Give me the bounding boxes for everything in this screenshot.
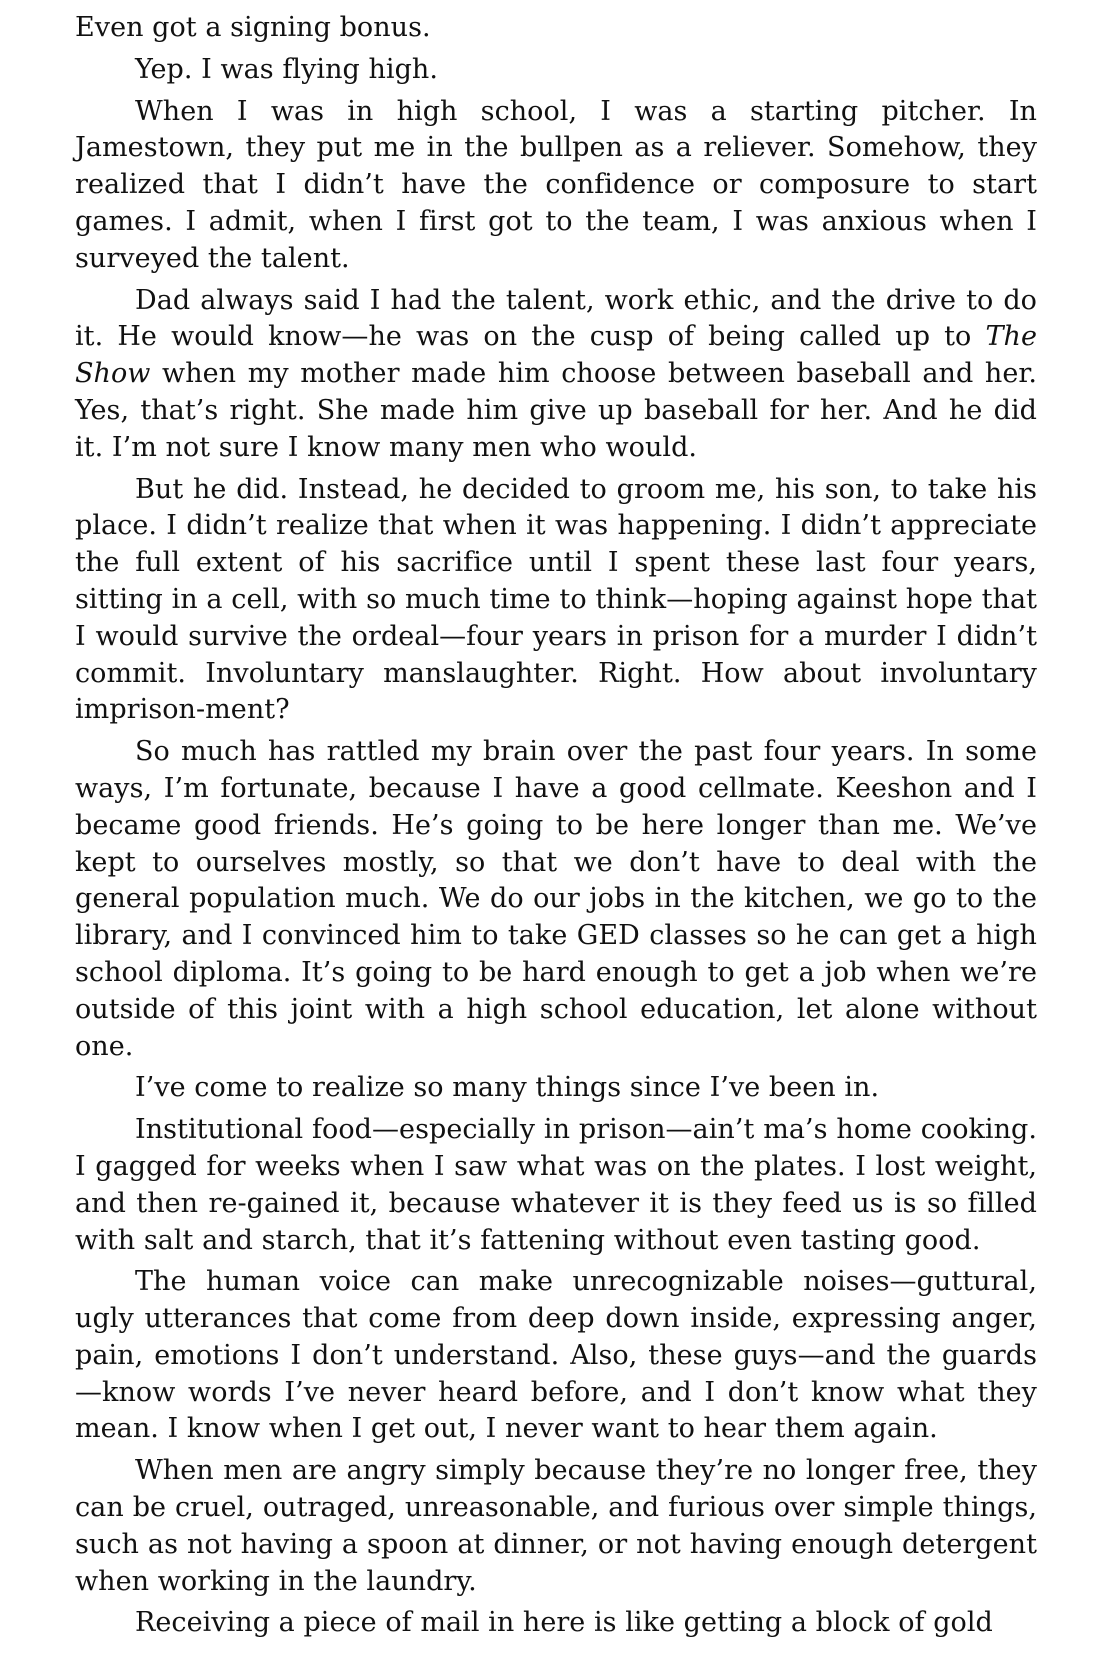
paragraph-realize: I’ve come to realize so many things since I’ve been in. — [135, 1072, 880, 1104]
book-page — [75, 10, 1037, 1647]
paragraph-human-voice: The human voice can make unrecognizable noises—guttural, ugly utterances that come from deep down inside, expressing anger, pain, emotions I don’t understand. Also, these guys—and the guards—know words I’ve never heard before, and I don’t know what they mean. I know when I get out, I never want to hear them again. — [75, 1266, 1037, 1445]
paragraph-flying-high: Yep. I was flying high. — [135, 53, 439, 85]
paragraph-cellmate: So much has rattled my brain over the past four years. In some ways, I’m fortunate, because I have a good cellmate. Keeshon and I became good friends. He’s going to be here longer than me. We’ve kept to ourselves mostly, so that we don’t have to deal with the general population much. We do our jobs in the kitchen, we go to the library, and I convinced him to take GED classes so he can get a high school diploma. It’s going to be hard enough to get a job when we’re outside of this joint with a high school education, let alone without one. — [75, 736, 1037, 1062]
paragraph-dad-text-after: when my mother made him choose between baseball and her. Yes, that’s right. She made him give up baseball for her. And he did it. I’m not sure I know many men who would. — [75, 358, 1037, 463]
paragraph-signing-bonus: Even got a signing bonus. — [75, 12, 431, 43]
paragraph-mail: Receiving a piece of mail in here is like getting a block of gold — [135, 1607, 993, 1639]
paragraph-groom-me: But he did. Instead, he decided to groom me, his son, to take his place. I didn’t realize that when it was happening. I didn’t appreciate the full extent of his sacrifice until I spent these last four years, sitting in a cell, with so much time to think—hoping against hope that I would survive the ordeal—four years in prison for a murder I didn’t commit. Involuntary manslaughter. Right. How about involuntary imprison-ment? — [75, 473, 1037, 726]
paragraph-starting-pitcher: When I was in high school, I was a starting pitcher. In Jamestown, they put me in the bullpen as a reliever. Somehow, they realized that I didn’t have the confidence or composure to start games. I admit, when I first got to the team, I was anxious when I surveyed the talent. — [75, 95, 1037, 274]
paragraph-dad-text-before: Dad always said I had the talent, work ethic, and the drive to do it. He would know—he was on the cusp of being called up to — [75, 284, 1037, 353]
paragraph-dad-talent — [75, 283, 1037, 467]
the-show-italic: The Show — [75, 321, 1037, 390]
paragraph-institutional-food: Institutional food—especially in prison—ain’t ma’s home cooking. I gagged for weeks when I saw what was on the plates. I lost weight, and then re-gained it, because whatever it is they feed us is so filled with salt and starch, that it’s fattening without even tasting good. — [75, 1114, 1037, 1256]
paragraph-angry-men: When men are angry simply because they’re no longer free, they can be cruel, outraged, unreasonable, and furious over simple things, such as not having a spoon at dinner, or not having enough detergent when working in the laundry. — [75, 1455, 1037, 1597]
